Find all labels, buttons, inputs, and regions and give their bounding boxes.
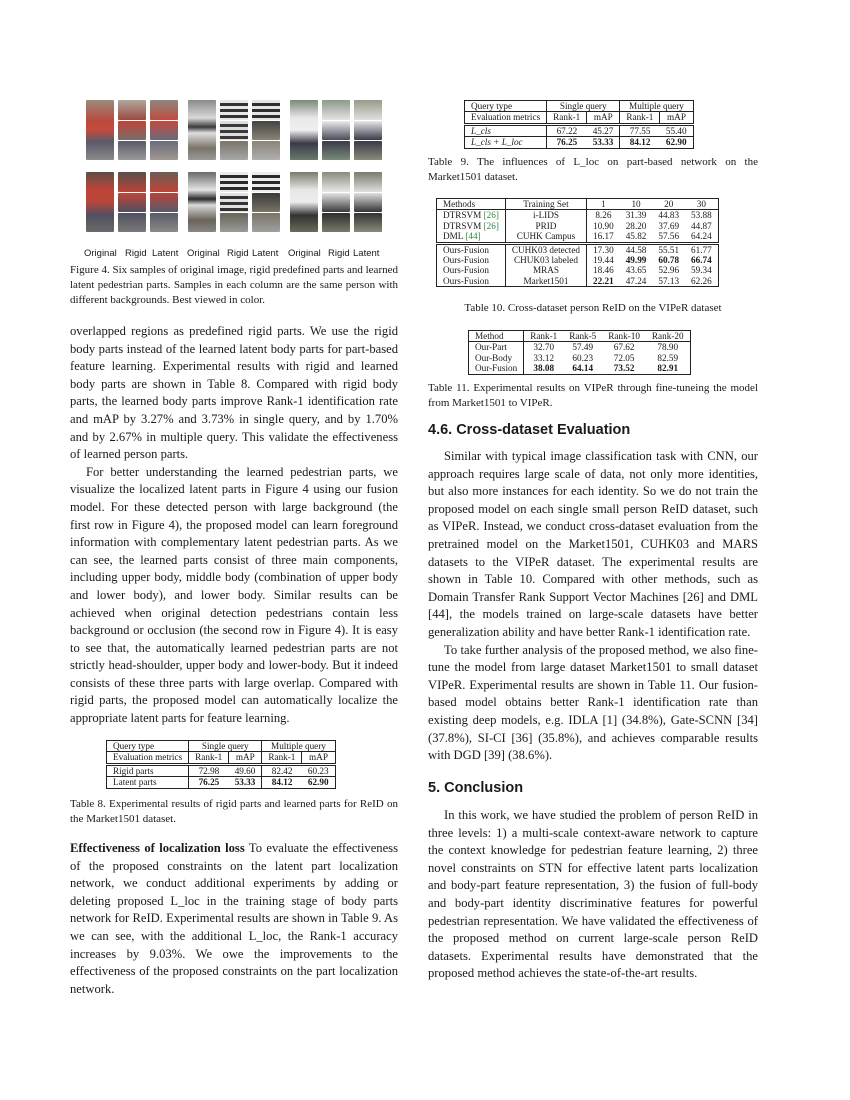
table-row	[107, 777, 336, 788]
person-image	[188, 100, 216, 160]
person-image	[252, 193, 280, 212]
table-header: Rank-1	[189, 752, 229, 764]
person-image	[86, 100, 114, 160]
person-image	[322, 121, 350, 140]
table-cell: Ours-Fusion	[437, 276, 506, 287]
table-cell: 28.20	[625, 220, 647, 231]
person-image	[252, 213, 280, 232]
method-name: DML	[443, 231, 464, 242]
table-cell	[587, 137, 620, 148]
paragraph	[428, 448, 758, 642]
table-row	[437, 276, 719, 287]
figure-4-labels	[84, 248, 384, 260]
label-rigid: Rigid	[125, 248, 147, 259]
person-image	[220, 141, 248, 160]
left-text-block-1	[70, 323, 398, 728]
person-image	[354, 213, 382, 232]
table-row	[465, 124, 694, 136]
table-cell	[652, 255, 685, 265]
table-cell: 49.60	[229, 764, 262, 776]
text-span: overlapped regions as predefined rigid parts. We use the rigid body parts instead of the learned latent body parts for part-based feature learning. Experimental results with rigid and learned body parts are shown in Table 8. Compared with rigid body parts, the learned body parts improve Rank-1 identification rate and mAP by 3.27% and 3.73% in single query, and by 1.70% and by 2.67% in multiple query. This validate the effectiveness of learned person parts.	[70, 324, 398, 462]
table-cell: 10.90	[593, 220, 614, 231]
person-image	[150, 213, 178, 232]
person-image	[252, 121, 280, 140]
table-cell	[302, 777, 335, 788]
table-cell: 44.58	[620, 243, 653, 255]
table-value: 64.14	[572, 363, 594, 374]
table-header: Rank-10	[602, 331, 646, 342]
right-text-block-1	[428, 448, 758, 765]
table-cell: 60.23	[302, 764, 335, 776]
table-cell: 18.46	[593, 265, 614, 276]
table-header: Training Set	[505, 199, 586, 210]
person-image	[290, 100, 318, 160]
table-cell: 82.59	[646, 353, 690, 363]
table-cell: Rigid parts	[107, 764, 189, 776]
label-latent: Latent	[353, 248, 380, 259]
table-cell	[524, 363, 564, 374]
table-cell: Ours-Fusion	[437, 243, 506, 255]
table-cell: 55.51	[652, 243, 685, 255]
table-cell	[685, 255, 718, 265]
person-image	[252, 100, 280, 120]
table-value: 76.25	[198, 777, 220, 788]
table-cell	[465, 124, 547, 136]
table-header: Methods	[437, 199, 506, 210]
paragraph	[70, 323, 398, 464]
table-row	[437, 221, 719, 231]
table-cell: Ours-Fusion	[437, 255, 506, 265]
table-cell	[646, 363, 690, 374]
person-image	[252, 172, 280, 192]
person-image	[150, 100, 178, 120]
table-header: Evaluation metrics	[107, 752, 189, 764]
table-cell: MRAS	[505, 265, 586, 275]
table-cell: 82.42	[262, 764, 302, 776]
table-row	[437, 255, 719, 265]
table-cell	[563, 363, 602, 374]
table-header: 1	[587, 199, 620, 210]
table-cell: 32.70	[533, 342, 555, 353]
table-header: mAP	[229, 752, 262, 764]
table-value: 62.90	[307, 777, 329, 788]
table-cell: CUHK Campus	[505, 231, 586, 243]
section-5-title: 5. Conclusion	[428, 780, 524, 796]
table-value: 76.25	[556, 137, 578, 148]
table-cell: 61.77	[685, 243, 718, 255]
method-name: DTRSVM	[443, 210, 482, 221]
table-cell: 67.62	[613, 342, 635, 353]
person-image	[354, 172, 382, 192]
person-image	[220, 100, 248, 120]
figure-4	[84, 100, 384, 248]
person-image	[118, 141, 146, 160]
table-cell	[189, 777, 229, 788]
table-cell: 16.17	[593, 231, 614, 242]
paragraph	[70, 840, 398, 998]
table-cell: 31.39	[620, 210, 653, 221]
table-cell: CHUK03 labeled	[505, 255, 586, 265]
table-cell: Our-Part	[469, 342, 524, 353]
table-cell	[602, 363, 646, 374]
table-row	[107, 764, 336, 776]
table-value: 22.21	[593, 275, 614, 286]
person-image	[118, 213, 146, 232]
table-cell: 77.55	[620, 124, 660, 136]
table-row	[469, 363, 691, 374]
person-image	[252, 141, 280, 160]
section-4-6-title: 4.6. Cross-dataset Evaluation	[428, 422, 631, 438]
label-original: Original	[288, 248, 321, 259]
table-value: 73.52	[613, 363, 635, 374]
table-header: Query type	[107, 741, 189, 752]
table-row	[437, 231, 719, 243]
table-row	[465, 137, 694, 148]
table-cell: 57.49	[572, 342, 594, 353]
table-header: Rank-1	[620, 112, 660, 124]
table-cell	[620, 255, 653, 265]
table-value: 38.08	[533, 363, 555, 374]
table-cell: 72.98	[189, 764, 229, 776]
table-header: Rank-1	[524, 331, 564, 342]
table-cell	[547, 137, 587, 148]
table-cell: 62.26	[685, 276, 718, 287]
table-cell	[262, 777, 302, 788]
table-header: Multiple query	[262, 741, 335, 752]
label-original: Original	[187, 248, 220, 259]
table-row	[469, 342, 691, 353]
table-cell	[587, 276, 620, 287]
person-image	[86, 172, 114, 232]
table-header: Method	[469, 331, 524, 342]
table-cell: Our-Fusion	[469, 363, 524, 374]
table-value: 60.78	[658, 255, 680, 266]
person-image	[150, 172, 178, 192]
table-value: 49.99	[625, 255, 647, 266]
person-image	[354, 121, 382, 140]
left-text-block-2	[70, 840, 398, 998]
table-cell: PRID	[505, 221, 586, 231]
table-10	[436, 198, 719, 287]
table-cell: 59.34	[685, 265, 718, 275]
table-header: Rank-1	[547, 112, 587, 124]
table-cell: i-LIDS	[505, 210, 586, 221]
table-value: 62.90	[665, 137, 687, 148]
table-cell: 55.40	[660, 124, 693, 136]
table-cell: 37.69	[658, 220, 680, 231]
person-image	[220, 193, 248, 212]
text-span: In this work, we have studied the problem of person ReID in three levels: 1) a multi-scale context-aware network to capture the context knowledge for pedestrian feature learning, 2) three novel constraints on STN for effective latent parts localization and body-part feature representation, 3) the fusion of full-body and body-part identity discriminative features for powerful pedestrian representation. We have validated the effectiveness of the proposed method on current large-scale person ReID datasets. Experimental results have demonstrated that the proposed method achieves the state-of-the-art results.	[428, 808, 758, 981]
label-original: Original	[84, 248, 117, 259]
table-11	[468, 330, 691, 375]
table-cell	[229, 777, 262, 788]
table-header: mAP	[302, 752, 335, 764]
table-cell: 44.87	[685, 221, 718, 231]
table-row	[437, 243, 719, 255]
math-text: L_cls + L_loc	[471, 137, 523, 148]
person-image	[188, 172, 216, 232]
table-cell: 43.65	[625, 265, 647, 276]
table-header: 30	[685, 199, 718, 210]
table-cell: CUHK03 detected	[505, 243, 586, 255]
table-header: Multiple query	[620, 101, 693, 112]
table-cell: Market1501	[505, 276, 586, 287]
table-header: Rank-5	[563, 331, 602, 342]
person-image	[354, 141, 382, 160]
table-header: Rank-20	[646, 331, 690, 342]
person-image	[290, 172, 318, 232]
table-row	[469, 353, 691, 363]
label-latent: Latent	[252, 248, 279, 259]
table-cell	[660, 137, 693, 148]
table-cell: Ours-Fusion	[437, 265, 506, 275]
figure-4-group-1	[86, 100, 178, 248]
text-span: For better understanding the learned pedestrian parts, we visualize the localized latent parts in Figure 4 using our fusion model. For these detected person with large background (the first row in Figure 4), the proposed model can learn foreground information with complementary latent pedestrian parts. As we can see, the learned parts consist of three main components, including upper body, middle body (combination of upper body and lower body), and lower body. Similar results can be achieved when original detection pedestrians contain less background or occlusion (the second row in Figure 4). It is easy to see that, the automatically learned pedestrian parts are not strictly head-shoulder, upper body and lower-body. But it indeed consists of these three parts with large overlap. Compared with rigid parts, the proposed model can automatically localize the appropriate latent parts for feature learning.	[70, 464, 398, 726]
person-image	[220, 213, 248, 232]
citation-link[interactable]: [44]	[465, 231, 481, 242]
table-cell: 57.13	[652, 276, 685, 287]
person-image	[118, 172, 146, 192]
table-8-caption: Table 8. Experimental results of rigid parts and learned parts for ReID on the Market1501 dataset.	[70, 798, 398, 825]
table-value: 53.33	[592, 137, 614, 148]
person-image	[322, 172, 350, 192]
table-row	[437, 265, 719, 275]
person-image	[220, 172, 248, 192]
math-text: L_cls	[471, 125, 491, 136]
table-cell: 52.96	[658, 265, 680, 276]
paragraph	[428, 807, 758, 983]
person-image	[118, 121, 146, 140]
table-cell: Our-Body	[469, 353, 524, 363]
paragraph	[70, 464, 398, 728]
table-value: 84.12	[271, 777, 293, 788]
table-cell: 47.24	[620, 276, 653, 287]
table-value: 82.91	[657, 363, 679, 374]
table-cell	[465, 137, 547, 148]
table-cell	[620, 137, 660, 148]
table-cell: 67.22	[547, 124, 587, 136]
table-header: Query type	[465, 101, 547, 112]
method-name: DTRSVM	[443, 220, 482, 231]
table-9	[464, 100, 694, 149]
table-header: Single query	[189, 741, 262, 752]
table-cell: 44.83	[652, 210, 685, 221]
citation-link[interactable]: [26]	[483, 210, 499, 221]
table-header: Rank-1	[262, 752, 302, 764]
person-image	[118, 100, 146, 120]
table-cell: 64.24	[685, 231, 718, 243]
person-image	[118, 193, 146, 212]
label-latent: Latent	[152, 248, 179, 259]
table-cell: 45.82	[625, 231, 647, 242]
table-cell: 17.30	[587, 243, 620, 255]
person-image	[322, 100, 350, 120]
person-image	[322, 193, 350, 212]
right-text-block-2	[428, 807, 758, 983]
table-row	[437, 210, 719, 221]
table-cell: 33.12	[533, 352, 555, 363]
person-image	[220, 121, 248, 140]
table-value: 53.33	[234, 777, 256, 788]
text-span: To evaluate the effectiveness of the proposed constraints on the latent part localization network, we conduct additional experiments by adding or deleting proposed L_loc in the training stage of body parts network for ReID. Experimental results are shown in Table 9. As we can see, with the additional L_loc, the Rank-1 accuracy increases by 9.03%. We owe the improvements to the effectiveness of the proposed constraints on the part localization network.	[70, 841, 398, 996]
person-image	[354, 100, 382, 120]
table-cell: 57.56	[658, 231, 680, 242]
text-span: Similar with typical image classification task with CNN, our approach requires large scale of data, not only more identities, but also more instances for each identity. So we do not train the proposed model on each single small person ReID dataset, such as VIPeR. Instead, we conduct cross-dataset evaluation from the pretrained model on the Market1501, CUHK03 and MARS datasets to the VIPeR dataset. The experimental results are shown in Table 10. Compared with other methods, such as Domain Transfer Rank Support Vector Machines [26] and DML [44], the models trained on large-scale datasets have better generalization ability and have better Rank-1 identification rate.	[428, 449, 758, 639]
table-cell: 72.05	[613, 352, 635, 363]
table-11-caption: Table 11. Experimental results on VIPeR through fine-tuneing the model from Market1501 to VIPeR.	[428, 382, 758, 409]
text-span: To take further analysis of the proposed method, we also fine-tune the model from large dataset Market1501 to small dataset VIPeR. Experimental results are shown in Table 11. Our fusion-based model obtains better Rank-1 identification rate than existing deep models, e.g. IDLA [1] (34.8%), Gate-SCNN [34] (37.8%), SI-CI [36] (35.8%), and achieves comparable results with DGD [39] (38.6%).	[428, 642, 758, 763]
person-image	[322, 213, 350, 232]
table-8	[106, 740, 336, 789]
table-10-caption: Table 10. Cross-dataset person ReID on the VIPeR dataset	[464, 302, 722, 314]
table-cell: Latent parts	[107, 777, 189, 788]
table-cell: 8.26	[587, 210, 620, 221]
table-header: 20	[652, 199, 685, 210]
table-value: 66.74	[691, 255, 712, 266]
person-image	[150, 141, 178, 160]
paragraph-heading: Effectiveness of localization loss	[70, 841, 245, 855]
person-image	[150, 121, 178, 140]
label-rigid: Rigid	[328, 248, 350, 259]
person-image	[354, 193, 382, 212]
paragraph	[428, 642, 758, 765]
table-cell	[437, 231, 506, 243]
table-cell	[437, 210, 506, 221]
table-value: 84.12	[629, 137, 651, 148]
table-header: 10	[620, 199, 653, 210]
person-image	[322, 141, 350, 160]
figure-4-caption: Figure 4. Six samples of original image, rigid predefined parts and learned latent pedestrian parts. Samples in each column are the same person with different backgrounds. Best viewed in color.	[70, 264, 398, 306]
table-header: Evaluation metrics	[465, 112, 547, 124]
table-header: Single query	[547, 101, 620, 112]
person-image	[150, 193, 178, 212]
citation-link[interactable]: [26]	[483, 220, 499, 231]
table-cell: 53.88	[685, 210, 718, 221]
table-cell: 60.23	[572, 352, 594, 363]
table-9-caption: Table 9. The influences of L_loc on part-based network on the Market1501 dataset.	[428, 156, 758, 183]
figure-4-group-2	[188, 100, 280, 248]
figure-4-group-3	[290, 100, 382, 248]
table-cell: 45.27	[587, 124, 620, 136]
table-cell	[437, 221, 506, 231]
label-rigid: Rigid	[227, 248, 249, 259]
table-header: mAP	[660, 112, 693, 124]
table-cell: 19.44	[593, 255, 614, 266]
table-header: mAP	[587, 112, 620, 124]
table-cell: 78.90	[646, 342, 690, 353]
